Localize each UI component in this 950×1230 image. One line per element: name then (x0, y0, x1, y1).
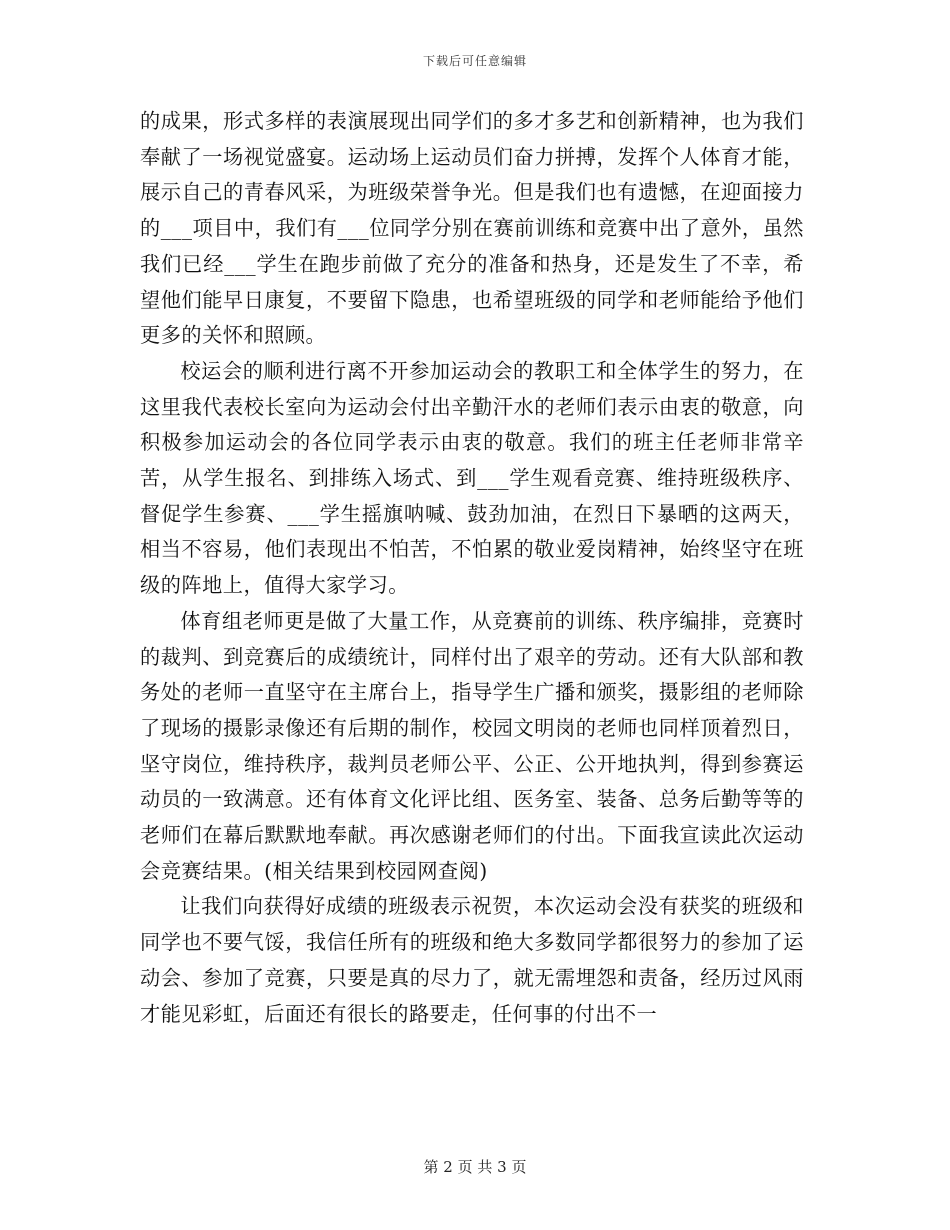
paragraph-congratulations: 让我们向获得好成绩的班级表示祝贺，本次运动会没有获奖的班级和同学也不要气馁，我信任所有的班级和绝大多数同学都很努力的参加了运动会、参加了竞赛，只要是真的尽力了，就无需埋怨和责备，经历过风雨才能见彩虹，后面还有很长的路要走，任何事的付出不一 (140, 894, 804, 1026)
paragraph-pe-teachers: 体育组老师更是做了大量工作，从竞赛前的训练、秩序编排，竞赛时的裁判、到竞赛后的成绩统计，同样付出了艰辛的劳动。还有大队部和教务处的老师一直坚守在主席台上，指导学生广播和颁奖，摄影组的老师除了现场的摄影录像还有后期的制作，校园文明岗的老师也同样顶着烈日，坚守岗位，维持秩序，裁判员老师公平、公正、公开地执判，得到参赛运动员的一致满意。还有体育文化评比组、医务室、装备、总务后勤等等的老师们在幕后默默地奉献。再次感谢老师们的付出。下面我宣读此次运动会竞赛结果。(相关结果到校园网查阅) (140, 608, 804, 883)
document-body (140, 104, 804, 1032)
page-header: 下载后可任意编辑 (422, 54, 527, 68)
paragraph-thanks-staff: 校运会的顺利进行离不开参加运动会的教职工和全体学生的努力，在这里我代表校长室向为运动会付出辛勤汗水的老师们表示由衷的敬意，向积极参加运动会的各位同学表示由衷的敬意。我们的班主任老师非常辛苦，从学生报名、到排练入场式、到___学生观看竞赛、维持班级秩序、督促学生参赛、___学生摇旗呐喊、鼓劲加油，在烈日下暴晒的这两天，相当不容易，他们表现出不怕苦，不怕累的敬业爱岗精神，始终坚守在班级的阵地上，值得大家学习。 (140, 358, 804, 598)
paragraph-continuation: 的成果，形式多样的表演展现出同学们的多才多艺和创新精神，也为我们奉献了一场视觉盛宴。运动场上运动员们奋力拼搏，发挥个人体育才能，展示自己的青春风采，为班级荣誉争光。但是我们也有遗憾，在迎面接力的___项目中，我们有___位同学分别在赛前训练和竞赛中出了意外，虽然我们已经___学生在跑步前做了充分的准备和热身，还是发生了不幸，希望他们能早日康复，不要留下隐患，也希望班级的同学和老师能给予他们更多的关怀和照顾。 (140, 109, 804, 348)
page-number-footer: 第 2 页 共 3 页 (423, 1158, 527, 1176)
